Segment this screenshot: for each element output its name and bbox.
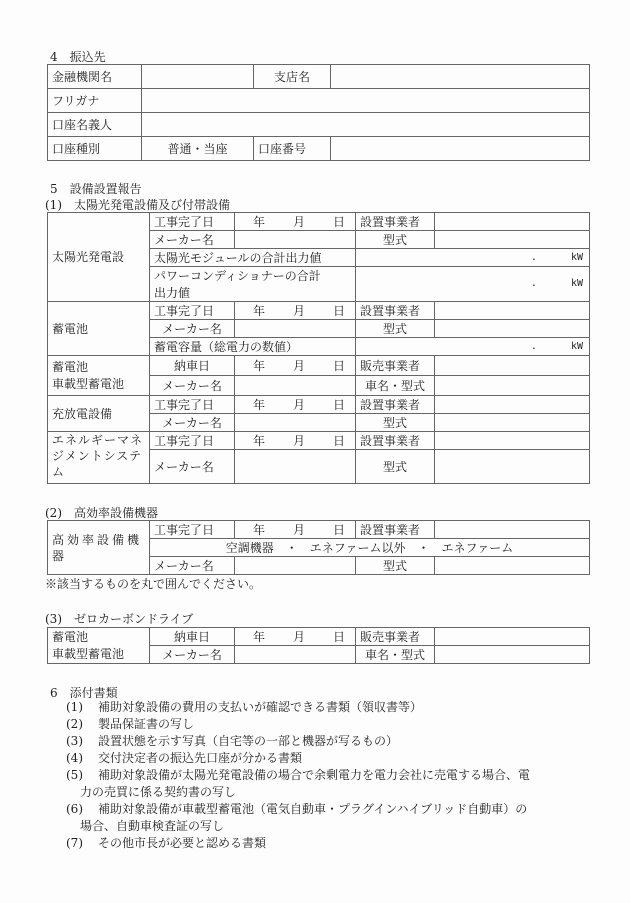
completion-label: 工事完了日	[150, 432, 235, 450]
item-text: 製品保証書の写し	[98, 717, 195, 731]
maker-label: メーカー名	[150, 450, 235, 484]
decimal-point: .	[530, 340, 537, 352]
completion-date-field[interactable]	[235, 432, 356, 450]
sub3-heading: (3) ゼロカーボンドライブ	[45, 612, 194, 626]
maker-label: メーカー名	[150, 376, 235, 396]
branch-label: 支店名	[254, 65, 331, 89]
seller-label: 販売事業者	[356, 356, 435, 376]
attachment-item	[66, 801, 530, 818]
attachment-item	[66, 733, 530, 750]
year-label: 年	[253, 433, 266, 448]
pcs-output-label-1: パワーコンディショナーの合計	[150, 267, 356, 285]
day-label: 日	[332, 522, 345, 537]
ems-label: エネルギーマネジメントシステム	[48, 432, 150, 484]
item-number: (3)	[66, 734, 83, 748]
ev-battery-label	[48, 628, 150, 664]
high-efficiency-label: 高効率設備機器	[48, 521, 150, 575]
year-label: 年	[253, 303, 266, 318]
decimal-point: .	[530, 278, 537, 289]
sub1-heading: (1) 太陽光発電設備及び付帯設備	[45, 198, 230, 212]
model-label: 型式	[356, 450, 435, 484]
installer-label: 設置事業者	[356, 302, 435, 320]
model-field[interactable]	[435, 320, 590, 338]
account-holder-field[interactable]	[142, 113, 590, 137]
year-label: 年	[253, 397, 266, 412]
day-label: 日	[332, 397, 345, 412]
month-label: 月	[292, 433, 305, 448]
item-number: (5)	[66, 768, 83, 782]
completion-date-field[interactable]	[235, 521, 356, 539]
installer-field[interactable]	[435, 432, 590, 450]
seller-field[interactable]	[435, 356, 590, 376]
month-label: 月	[292, 397, 305, 412]
item-text-continued: 場合、自動車検査証の写し	[80, 819, 225, 833]
ev-label-line-1: 蓄電池	[52, 359, 89, 374]
section-5-heading: 5 設備設置報告	[50, 182, 142, 196]
installer-field[interactable]	[435, 521, 590, 539]
battery-label: 蓄電池	[48, 302, 150, 356]
installer-field[interactable]	[435, 396, 590, 414]
item-text: 設置状態を示す写真（自宅等の一部と機器が写るもの）	[98, 734, 399, 748]
capacity-field[interactable]	[356, 338, 590, 356]
year-label: 年	[253, 629, 266, 644]
item-text-continued: 力の売買に係る契約書の写し	[80, 785, 237, 799]
ev-label-line-1: 蓄電池	[52, 629, 89, 644]
item-text: 補助対象設備の費用の支払いが確認できる書類（領収書等）	[98, 700, 423, 714]
unit-kw: kW	[570, 278, 583, 289]
maker-field[interactable]	[235, 557, 356, 575]
ev-label-line-2: 車載型蓄電池	[52, 646, 125, 661]
day-label: 日	[332, 629, 345, 644]
item-text: 補助対象設備が太陽光発電設備の場合で余剰電力を電力会社に売電する場合、電	[98, 768, 531, 782]
solar-equipment-table	[47, 212, 590, 484]
model-field[interactable]	[435, 231, 590, 249]
maker-label: メーカー名	[150, 320, 235, 338]
zero-carbon-drive-table	[47, 627, 590, 664]
module-output-field[interactable]	[356, 249, 590, 267]
day-label: 日	[332, 214, 345, 229]
account-type-options[interactable]: 普通・当座	[142, 137, 254, 161]
equipment-type-options[interactable]: 空調機器 ・ エネファーム以外 ・ エネファーム	[150, 539, 590, 557]
seller-label: 販売事業者	[356, 628, 435, 646]
maker-field[interactable]	[235, 231, 356, 249]
year-label: 年	[253, 522, 266, 537]
day-label: 日	[332, 433, 345, 448]
account-number-field[interactable]	[331, 137, 590, 161]
account-holder-label: 口座名義人	[48, 113, 142, 137]
item-number: (1)	[66, 700, 83, 714]
high-efficiency-table	[47, 520, 590, 575]
model-field[interactable]	[435, 414, 590, 432]
delivery-label: 納車日	[150, 628, 235, 646]
month-label: 月	[292, 358, 305, 373]
maker-label: メーカー名	[150, 557, 235, 575]
completion-label: 工事完了日	[150, 302, 235, 320]
attachment-list	[66, 699, 530, 852]
car-model-label: 車名・型式	[356, 646, 435, 664]
account-type-label: 口座種別	[48, 137, 142, 161]
ev-label-line-2: 車載型蓄電池	[52, 376, 125, 391]
module-output-label: 太陽光モジュールの合計出力値	[150, 249, 356, 267]
month-label: 月	[292, 522, 305, 537]
model-field[interactable]	[435, 557, 590, 575]
car-model-field[interactable]	[435, 376, 590, 396]
section-4-heading: 4 振込先	[50, 50, 106, 64]
item-text: その他市長が必要と認める書類	[98, 836, 267, 850]
item-text: 補助対象設備が車載型蓄電池（電気自動車・プラグインハイブリッド自動車）の	[98, 802, 528, 816]
installer-label: 設置事業者	[356, 521, 435, 539]
account-number-label: 口座番号	[254, 137, 331, 161]
item-number: (4)	[66, 751, 83, 765]
circle-note: ※該当するものを丸で囲んでください。	[45, 577, 262, 591]
model-label: 型式	[356, 320, 435, 338]
unit-kw: kW	[570, 251, 583, 263]
model-label: 型式	[356, 557, 435, 575]
completion-label: 工事完了日	[150, 396, 235, 414]
delivery-date-field[interactable]	[235, 628, 356, 646]
month-label: 月	[292, 214, 305, 229]
attachment-item	[66, 699, 530, 716]
ev-battery-label	[48, 356, 150, 396]
item-number: (6)	[66, 802, 83, 816]
capacity-label: 蓄電容量（総電力の数値）	[150, 338, 356, 356]
delivery-date-field[interactable]	[235, 356, 356, 376]
attachment-item	[66, 835, 530, 852]
year-label: 年	[253, 214, 266, 229]
completion-date-field[interactable]	[235, 213, 356, 231]
day-label: 日	[332, 358, 345, 373]
sub2-heading: (2) 高効率設備機器	[45, 506, 158, 520]
installer-field[interactable]	[435, 302, 590, 320]
furigana-field[interactable]	[142, 89, 590, 113]
day-label: 日	[332, 303, 345, 318]
solar-label: 太陽光発電設	[48, 213, 150, 302]
year-label: 年	[253, 358, 266, 373]
completion-date-field[interactable]	[235, 396, 356, 414]
completion-label: 工事完了日	[150, 213, 235, 231]
maker-label: メーカー名	[150, 414, 235, 432]
item-text: 交付決定者の振込先口座が分かる書類	[98, 751, 303, 765]
completion-label: 工事完了日	[150, 521, 235, 539]
installer-label: 設置事業者	[356, 213, 435, 231]
car-model-label: 車名・型式	[356, 376, 435, 396]
model-field[interactable]	[435, 450, 590, 484]
maker-field[interactable]	[235, 376, 356, 396]
maker-field[interactable]	[235, 320, 356, 338]
completion-date-field[interactable]	[235, 302, 356, 320]
model-label: 型式	[356, 414, 435, 432]
month-label: 月	[292, 629, 305, 644]
delivery-label: 納車日	[150, 356, 235, 376]
item-number: (7)	[66, 836, 83, 850]
bank-name-field[interactable]	[142, 65, 254, 89]
branch-field[interactable]	[331, 65, 590, 89]
maker-field[interactable]	[235, 450, 356, 484]
maker-label: メーカー名	[150, 646, 235, 664]
attachment-item	[66, 716, 530, 733]
installer-field[interactable]	[435, 213, 590, 231]
car-model-field[interactable]	[435, 646, 590, 664]
month-label: 月	[292, 303, 305, 318]
v2h-label: 充放電設備	[48, 396, 150, 432]
furigana-label: フリガナ	[48, 89, 142, 113]
decimal-point: .	[530, 251, 537, 263]
pcs-output-field[interactable]	[356, 267, 590, 302]
installer-label: 設置事業者	[356, 432, 435, 450]
attachment-item	[66, 767, 530, 784]
seller-field[interactable]	[435, 628, 590, 646]
maker-label: メーカー名	[150, 231, 235, 249]
attachment-item	[66, 750, 530, 767]
item-number: (2)	[66, 717, 83, 731]
installer-label: 設置事業者	[356, 396, 435, 414]
unit-kw: kW	[570, 340, 583, 352]
model-label: 型式	[356, 231, 435, 249]
section-6-heading: 6 添付書類	[50, 686, 118, 700]
bank-name-label: 金融機関名	[48, 65, 142, 89]
maker-field[interactable]	[235, 414, 356, 432]
maker-field[interactable]	[235, 646, 356, 664]
bank-account-table	[47, 64, 590, 161]
pcs-output-label-2: 出力値	[150, 284, 356, 302]
